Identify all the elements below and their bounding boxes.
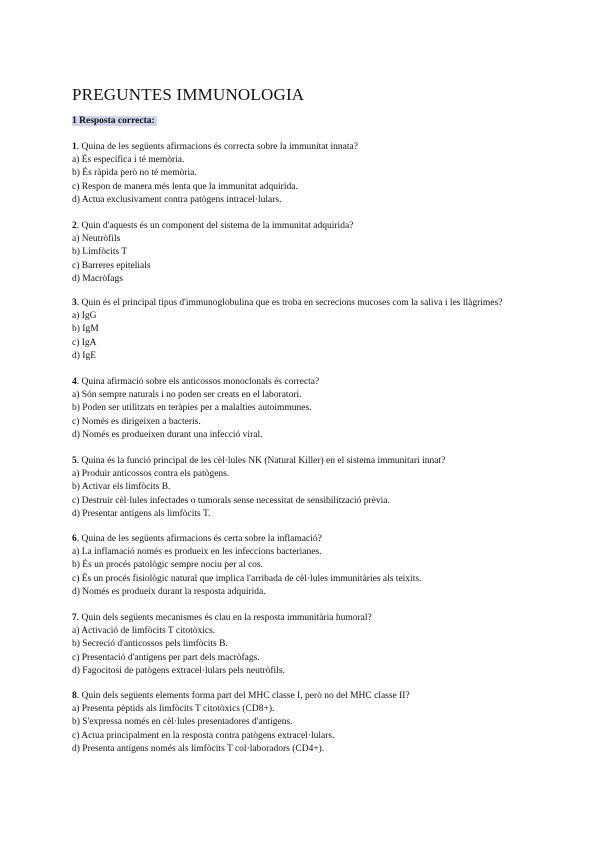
answer-option: b) Activar els limfòcits B.	[72, 482, 171, 493]
question-stem	[72, 533, 421, 546]
answer-option: a) La inflamació només es produeix en les infeccions bacterianes.	[72, 547, 322, 558]
answer-option: b) S'expressa només en cèl·lules presentadores d'antígens.	[72, 717, 293, 728]
question-stem	[72, 376, 319, 389]
page-title: PREGUNTES IMMUNOLOGIA	[72, 85, 305, 104]
answer-option: d) Macròfags	[72, 273, 123, 284]
section-heading: 1 Resposta correcta:	[72, 116, 155, 126]
question-text: . Quina és la funció principal de les cèl·lules NK (Natural Killer) en el sistema immunitari innat?	[76, 456, 446, 466]
answer-option: b) Secreció d'anticossos pels limfòcits B.	[72, 639, 228, 650]
answer-option: b) És ràpida però no té memòria.	[72, 168, 197, 179]
question-block	[72, 612, 372, 678]
question-number: 3	[72, 298, 77, 308]
question-stem	[72, 141, 358, 154]
answer-option: c) Respon de manera més lenta que la immunitat adquirida.	[72, 181, 298, 192]
question-text: . Quina de les següents afirmacions és correcta sobre la immunitat innata?	[76, 142, 358, 152]
question-number: 6	[72, 534, 77, 544]
answer-option: b) IgM	[72, 324, 99, 335]
question-stem	[72, 690, 410, 703]
question-block	[72, 141, 358, 207]
answer-option: a) Activació de limfòcits T citotòxics.	[72, 626, 216, 637]
question-block	[72, 297, 502, 363]
question-text: . Quina afirmació sobre els anticossos monoclonals és correcta?	[76, 377, 320, 387]
answer-option: d) Presentar antígens als limfòcits T.	[72, 508, 211, 519]
answer-option: d) Només es produeixen durant una infecció viral.	[72, 429, 263, 440]
question-block	[72, 455, 445, 521]
answer-option: c) IgA	[72, 337, 97, 348]
answer-option: c) Barreres epitelials	[72, 260, 151, 271]
answer-option: b) Limfòcits T	[72, 247, 128, 258]
question-text: . Quin dels següents mecanismes és clau en la resposta immunitària humoral?	[76, 613, 372, 623]
question-number: 1	[72, 142, 77, 152]
answer-option: d) IgE	[72, 350, 97, 361]
answer-option: a) Són sempre naturals i no poden ser creats en el laboratori.	[72, 390, 302, 401]
question-stem	[72, 297, 502, 310]
answer-option: c) Actua principalment en la resposta contra patògens extracel·lulars.	[72, 730, 335, 741]
answer-option: a) Neutròfils	[72, 234, 121, 245]
answer-option: a) Presenta pèptids als limfòcits T citotòxics (CD8+).	[72, 704, 275, 715]
question-stem	[72, 455, 445, 468]
question-text: . Quin d'aquests és un component del sistema de la immunitat adquirida?	[76, 221, 354, 231]
question-stem	[72, 612, 372, 625]
question-text: . Quin dels següents elements forma part del MHC classe I, però no del MHC classe II?	[76, 691, 410, 701]
question-block	[72, 220, 353, 286]
question-number: 2	[72, 221, 77, 231]
question-block	[72, 376, 319, 442]
question-number: 8	[72, 691, 77, 701]
answer-option: a) IgG	[72, 311, 97, 322]
question-number: 4	[72, 377, 77, 387]
answer-option: d) Només es produeix durant la resposta adquirida.	[72, 586, 266, 597]
question-text: . Quina de les següents afirmacions és certa sobre la inflamació?	[76, 534, 322, 544]
answer-option: a) És específica i té memòria.	[72, 155, 185, 166]
answer-option: c) Només es dirigeixen a bacteris.	[72, 416, 201, 427]
answer-option: b) Poden ser utilitzats en teràpies per a malalties autoimmunes.	[72, 403, 312, 414]
question-block	[72, 690, 410, 756]
answer-option: b) És un procés patològic sempre nociu per al cos.	[72, 560, 263, 571]
question-text: . Quin és el principal tipus d'immunoglobulina que es troba en secrecions mucoses com la saliva i les llàgrimes?	[76, 298, 503, 308]
answer-option: c) És un procés fisiològic natural que implica l'arribada de cèl·lules immunitàries als teixits.	[72, 573, 422, 584]
question-stem	[72, 220, 353, 233]
question-number: 5	[72, 456, 77, 466]
answer-option: a) Produir anticossos contra els patògens.	[72, 469, 230, 480]
answer-option: d) Fagocitosi de patògens extracel·lulars pels neutròfils.	[72, 665, 285, 676]
answer-option: d) Presenta antígens només als limfòcits T col·laboradors (CD4+).	[72, 743, 325, 754]
question-block	[72, 533, 421, 599]
answer-option: c) Presentació d'antígens per part dels macròfags.	[72, 652, 260, 663]
answer-option: d) Actua exclusivament contra patògens intracel·lulars.	[72, 194, 282, 205]
answer-option: c) Destruir cèl·lules infectades o tumorals sense necessitat de sensibilització prèvia.	[72, 495, 390, 506]
question-number: 7	[72, 613, 77, 623]
